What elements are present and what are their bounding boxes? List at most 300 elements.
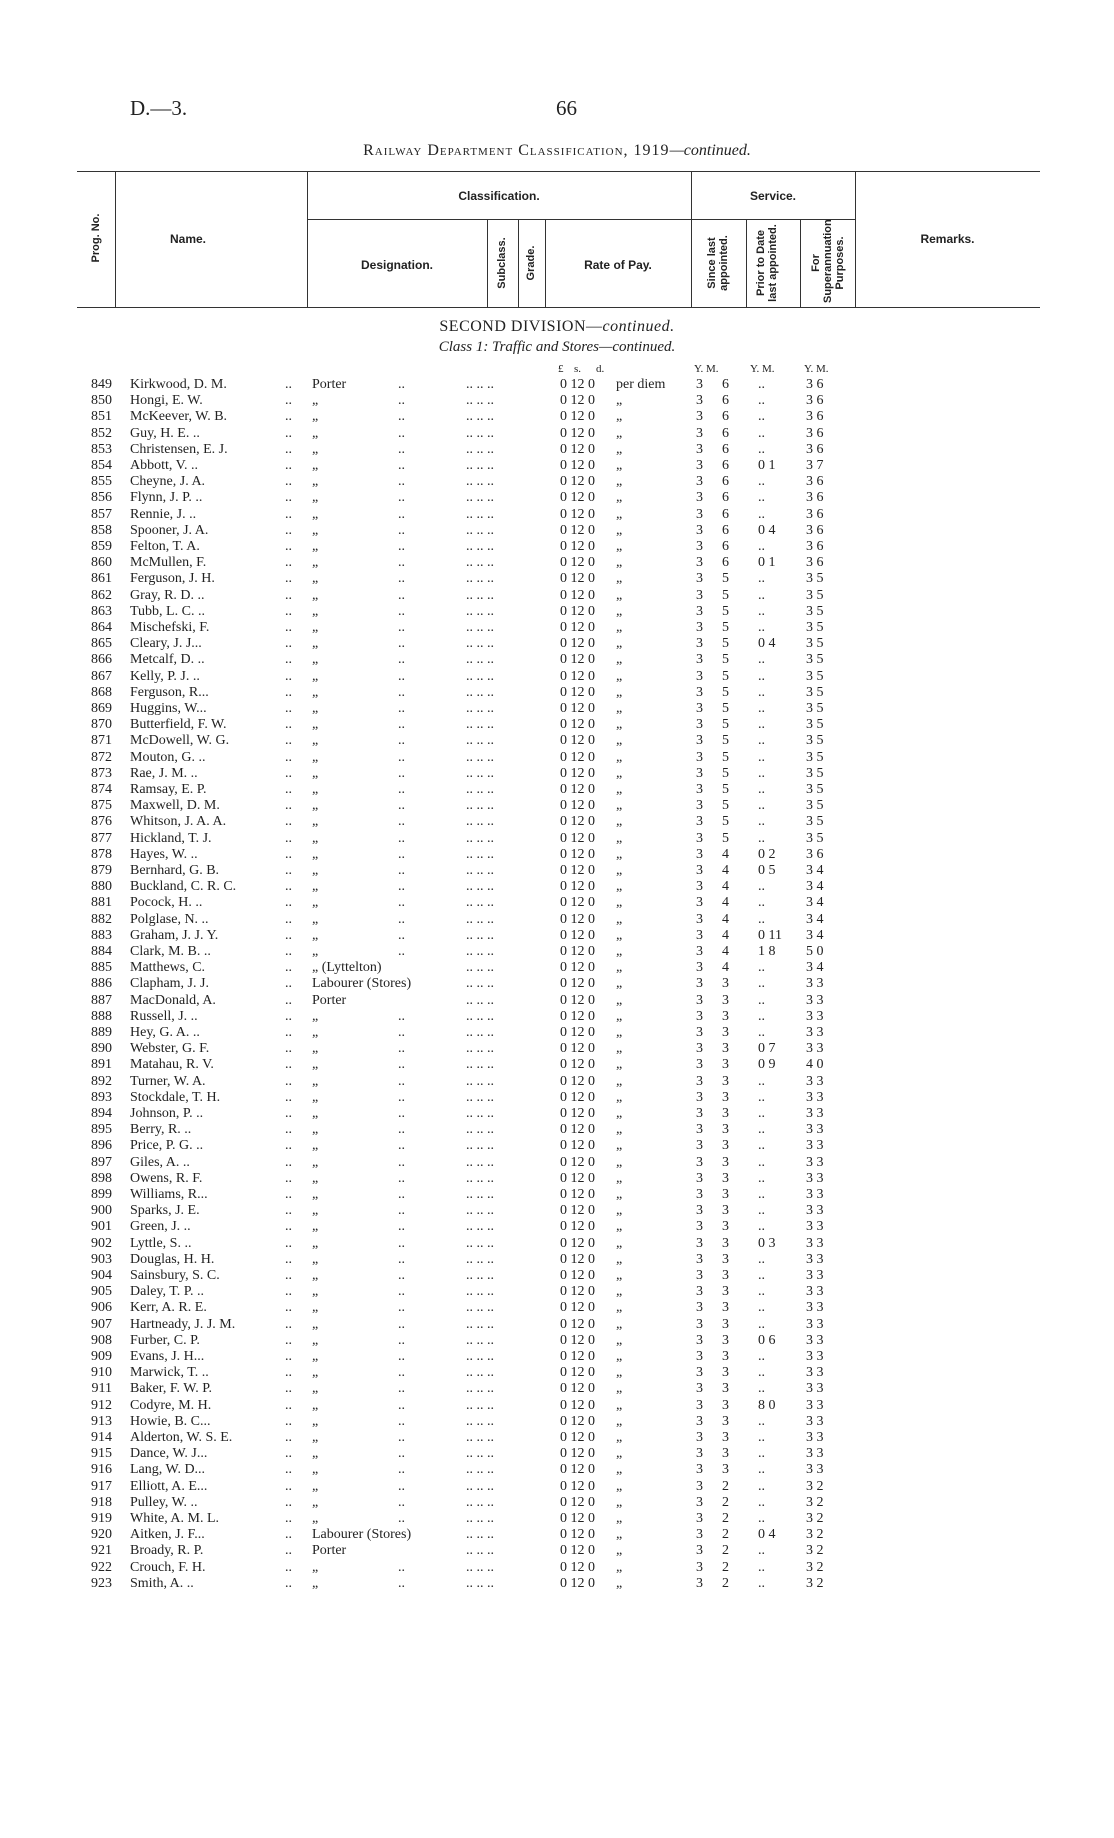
pay-period-cell: „ <box>616 798 623 814</box>
since-months-cell: 3 <box>722 1008 729 1024</box>
pay-period-cell: „ <box>616 992 623 1008</box>
page-number: 66 <box>556 96 577 120</box>
since-years-cell: 3 <box>696 522 703 538</box>
table-row <box>0 1333 1114 1349</box>
since-months-cell: 3 <box>722 1268 729 1283</box>
table-row <box>0 831 1114 847</box>
designation-cell: „ <box>312 652 319 668</box>
table-row <box>0 604 1114 620</box>
leader-dots: .. .. .. <box>466 474 494 490</box>
prior-service-cell: .. <box>758 587 765 603</box>
leader-dots: .. .. .. <box>466 911 494 927</box>
superannuation-cell: 3 6 <box>806 522 824 538</box>
name-cell: Metcalf, D. .. <box>130 652 205 668</box>
prog-no-cell: 896 <box>91 1138 112 1154</box>
superannuation-cell: 3 7 <box>806 458 824 473</box>
designation-cell: Porter <box>312 377 347 392</box>
table-row <box>0 523 1114 539</box>
leader-dots: .. .. .. <box>466 490 494 506</box>
prior-service-cell: .. <box>758 765 765 781</box>
leader-dots: .. <box>285 895 292 911</box>
prior-service-cell: .. <box>758 1559 765 1575</box>
pay-period-cell: „ <box>616 1332 623 1348</box>
leader-dots: .. .. .. <box>466 506 494 522</box>
prior-service-cell: .. <box>758 603 765 619</box>
prog-no-cell: 916 <box>91 1462 112 1478</box>
table-row <box>0 1495 1114 1511</box>
pay-period-cell: „ <box>616 458 623 473</box>
since-months-cell: 4 <box>722 895 729 911</box>
name-cell: Rennie, J. .. <box>130 506 197 522</box>
name-cell: Hickland, T. J. <box>130 830 212 846</box>
prior-service-cell: .. <box>758 1365 765 1381</box>
designation-cell: „ <box>312 1008 319 1024</box>
leader-dots: .. <box>398 1268 405 1283</box>
superannuation-cell: 3 4 <box>806 895 824 911</box>
name-cell: Kelly, P. J. .. <box>130 668 200 684</box>
rate-of-pay-cell: 0 12 0 <box>560 798 595 814</box>
title-suffix: —continued. <box>669 142 751 159</box>
rate-of-pay-cell: 0 12 0 <box>560 636 595 652</box>
superannuation-cell: 3 4 <box>806 911 824 927</box>
header-bottom-rule <box>77 307 1040 308</box>
prog-no-cell: 852 <box>91 425 112 441</box>
since-months-cell: 3 <box>722 1251 729 1267</box>
table-row <box>0 1074 1114 1090</box>
name-cell: Turner, W. A. <box>130 1073 206 1089</box>
rate-of-pay-cell: 0 12 0 <box>560 620 595 635</box>
superannuation-cell: 3 5 <box>806 782 824 797</box>
superannuation-cell: 3 3 <box>806 1008 824 1024</box>
pay-period-cell: „ <box>616 895 623 911</box>
leader-dots: .. <box>398 1251 405 1267</box>
designation-cell: „ <box>312 1203 319 1219</box>
table-row <box>0 1576 1114 1592</box>
table-row <box>0 588 1114 604</box>
divider <box>115 171 116 307</box>
prior-service-cell: .. <box>758 814 765 830</box>
prog-no-cell: 905 <box>91 1284 112 1300</box>
rate-of-pay-cell: 0 12 0 <box>560 1413 595 1429</box>
since-years-cell: 3 <box>696 863 703 878</box>
since-months-cell: 4 <box>722 927 729 943</box>
designation-cell: „ <box>312 1187 319 1202</box>
leader-dots: .. .. .. <box>466 863 494 878</box>
table-row <box>0 474 1114 490</box>
since-months-cell: 3 <box>722 1235 729 1251</box>
table-row <box>0 636 1114 652</box>
leader-dots: .. .. .. <box>466 1494 494 1510</box>
leader-dots: .. <box>398 652 405 668</box>
rate-of-pay-cell: 0 12 0 <box>560 976 595 992</box>
prior-service-cell: .. <box>758 911 765 927</box>
prior-service-cell: .. <box>758 1462 765 1478</box>
prog-no-cell: 901 <box>91 1219 112 1235</box>
prior-service-cell: 0 3 <box>758 1235 776 1251</box>
designation-cell: „ <box>312 1089 319 1105</box>
pay-period-cell: „ <box>616 539 623 554</box>
header-subclass: Subclass. <box>496 237 508 289</box>
leader-dots: .. .. .. <box>466 1462 494 1478</box>
pay-period-cell: „ <box>616 441 623 457</box>
since-months-cell: 4 <box>722 879 729 895</box>
rate-of-pay-cell: 0 12 0 <box>560 1089 595 1105</box>
table-row <box>0 798 1114 814</box>
leader-dots: .. .. .. <box>466 393 494 409</box>
leader-dots: .. <box>285 393 292 409</box>
leader-dots: .. <box>285 506 292 522</box>
superannuation-cell: 3 2 <box>806 1543 824 1559</box>
designation-cell: Porter <box>312 992 347 1008</box>
prior-service-cell: .. <box>758 1300 765 1316</box>
rate-of-pay-cell: 0 12 0 <box>560 992 595 1008</box>
name-cell: Whitson, J. A. A. <box>130 814 227 830</box>
prog-no-cell: 883 <box>91 927 112 943</box>
superannuation-cell: 3 6 <box>806 474 824 490</box>
leader-dots: .. <box>398 749 405 765</box>
prior-service-cell: 0 6 <box>758 1332 776 1348</box>
leader-dots: .. .. .. <box>466 1527 494 1543</box>
prior-service-cell: .. <box>758 425 765 441</box>
pay-period-cell: „ <box>616 571 623 587</box>
rate-of-pay-cell: 0 12 0 <box>560 571 595 587</box>
rate-of-pay-cell: 0 12 0 <box>560 1154 595 1170</box>
leader-dots: .. .. .. <box>466 458 494 473</box>
leader-dots: .. <box>285 1349 292 1364</box>
superannuation-cell: 3 3 <box>806 1300 824 1316</box>
prog-no-cell: 855 <box>91 474 112 490</box>
leader-dots: .. <box>398 1008 405 1024</box>
prior-service-cell: .. <box>758 782 765 797</box>
superannuation-cell: 3 6 <box>806 377 824 392</box>
since-months-cell: 5 <box>722 701 729 716</box>
since-months-cell: 6 <box>722 425 729 441</box>
name-cell: Broady, R. P. <box>130 1543 204 1559</box>
superannuation-cell: 3 3 <box>806 1446 824 1462</box>
rate-of-pay-cell: 0 12 0 <box>560 425 595 441</box>
rate-of-pay-cell: 0 12 0 <box>560 879 595 895</box>
leader-dots: .. .. .. <box>466 620 494 635</box>
since-months-cell: 3 <box>722 1041 729 1057</box>
rate-of-pay-cell: 0 12 0 <box>560 944 595 959</box>
superannuation-cell: 3 3 <box>806 1138 824 1154</box>
designation-cell: „ <box>312 1025 319 1040</box>
prior-service-cell: .. <box>758 992 765 1008</box>
leader-dots: .. <box>398 522 405 538</box>
since-years-cell: 3 <box>696 911 703 927</box>
name-cell: Pulley, W. .. <box>130 1494 198 1510</box>
name-cell: Clapham, J. J. <box>130 976 209 992</box>
prog-no-cell: 900 <box>91 1203 112 1219</box>
since-years-cell: 3 <box>696 668 703 684</box>
unit-pounds: £ <box>558 363 564 375</box>
prior-service-cell: 0 11 <box>758 927 782 943</box>
leader-dots: .. .. .. <box>466 1284 494 1300</box>
leader-dots: .. <box>398 458 405 473</box>
since-months-cell: 2 <box>722 1559 729 1575</box>
name-cell: Alderton, W. S. E. <box>130 1430 233 1445</box>
leader-dots: .. <box>285 1575 292 1591</box>
pay-period-cell: „ <box>616 1235 623 1251</box>
leader-dots: .. <box>398 814 405 830</box>
leader-dots: .. <box>285 1251 292 1267</box>
table-row <box>0 960 1114 976</box>
since-months-cell: 3 <box>722 1089 729 1105</box>
class-heading: Class 1: Traffic and Stores—continued. <box>438 339 676 355</box>
pay-period-cell: „ <box>616 1511 623 1526</box>
since-months-cell: 3 <box>722 1284 729 1300</box>
name-cell: Mouton, G. .. <box>130 749 206 765</box>
leader-dots: .. <box>398 717 405 733</box>
since-years-cell: 3 <box>696 814 703 830</box>
name-cell: Furber, C. P. <box>130 1332 200 1348</box>
designation-cell: „ <box>312 1462 319 1478</box>
leader-dots: .. <box>398 1300 405 1316</box>
prior-service-cell: 0 4 <box>758 636 776 652</box>
since-months-cell: 5 <box>722 668 729 684</box>
superannuation-cell: 3 5 <box>806 587 824 603</box>
pay-period-cell: „ <box>616 1073 623 1089</box>
leader-dots: .. <box>285 636 292 652</box>
prog-no-cell: 908 <box>91 1332 112 1348</box>
since-months-cell: 3 <box>722 1187 729 1202</box>
designation-cell: „ <box>312 1170 319 1186</box>
prog-no-cell: 854 <box>91 458 112 473</box>
pay-period-cell: „ <box>616 668 623 684</box>
since-years-cell: 3 <box>696 377 703 392</box>
leader-dots: .. .. .. <box>466 1559 494 1575</box>
rate-of-pay-cell: 0 12 0 <box>560 539 595 554</box>
superannuation-cell: 3 6 <box>806 393 824 409</box>
pay-period-cell: per diem <box>616 377 666 392</box>
rate-of-pay-cell: 0 12 0 <box>560 927 595 943</box>
since-months-cell: 3 <box>722 1073 729 1089</box>
unit-years-months-prior: Y. M. <box>750 363 775 375</box>
since-years-cell: 3 <box>696 1397 703 1413</box>
since-years-cell: 3 <box>696 1511 703 1526</box>
pay-period-cell: „ <box>616 1187 623 1202</box>
pay-period-cell: „ <box>616 636 623 652</box>
since-months-cell: 3 <box>722 1106 729 1121</box>
pay-period-cell: „ <box>616 1122 623 1138</box>
leader-dots: .. .. .. <box>466 1170 494 1186</box>
name-cell: Gray, R. D. .. <box>130 587 205 603</box>
leader-dots: .. <box>285 765 292 781</box>
pay-period-cell: „ <box>616 474 623 490</box>
name-cell: Kirkwood, D. M. <box>130 377 227 392</box>
pay-period-cell: „ <box>616 1462 623 1478</box>
leader-dots: .. .. .. <box>466 895 494 911</box>
leader-dots: .. <box>285 571 292 587</box>
prior-service-cell: .. <box>758 539 765 554</box>
leader-dots: .. <box>398 1430 405 1445</box>
table-row <box>0 1057 1114 1073</box>
designation-cell: „ <box>312 1494 319 1510</box>
leader-dots: .. .. .. <box>466 1235 494 1251</box>
since-months-cell: 6 <box>722 441 729 457</box>
since-years-cell: 3 <box>696 393 703 409</box>
since-months-cell: 3 <box>722 1203 729 1219</box>
since-months-cell: 2 <box>722 1494 729 1510</box>
since-months-cell: 3 <box>722 1300 729 1316</box>
table-row <box>0 863 1114 879</box>
leader-dots: .. <box>398 701 405 716</box>
name-cell: Abbott, V. .. <box>130 458 198 473</box>
prior-service-cell: .. <box>758 1170 765 1186</box>
leader-dots: .. <box>285 1187 292 1202</box>
since-months-cell: 6 <box>722 555 729 571</box>
leader-dots: .. .. .. <box>466 1154 494 1170</box>
name-cell: Pocock, H. .. <box>130 895 203 911</box>
since-months-cell: 6 <box>722 522 729 538</box>
pay-period-cell: „ <box>616 1025 623 1040</box>
leader-dots: .. .. .. <box>466 830 494 846</box>
header-since-last: Since last appointed. <box>706 235 730 291</box>
since-months-cell: 5 <box>722 652 729 668</box>
prior-service-cell: 0 7 <box>758 1041 776 1057</box>
leader-dots: .. <box>398 1316 405 1332</box>
pay-period-cell: „ <box>616 1089 623 1105</box>
leader-dots: .. .. .. <box>466 1332 494 1348</box>
table-row <box>0 1009 1114 1025</box>
superannuation-cell: 3 3 <box>806 1219 824 1235</box>
name-cell: Flynn, J. P. .. <box>130 490 203 506</box>
prog-no-cell: 889 <box>91 1025 112 1040</box>
designation-cell: „ <box>312 1235 319 1251</box>
leader-dots: .. <box>398 1089 405 1105</box>
since-months-cell: 3 <box>722 1025 729 1040</box>
since-years-cell: 3 <box>696 1187 703 1202</box>
rate-of-pay-cell: 0 12 0 <box>560 863 595 878</box>
leader-dots: .. <box>285 1025 292 1040</box>
leader-dots: .. <box>398 1381 405 1397</box>
header-remarks: Remarks. <box>920 232 975 246</box>
leader-dots: .. <box>398 1106 405 1121</box>
rate-of-pay-cell: 0 12 0 <box>560 490 595 506</box>
since-years-cell: 3 <box>696 571 703 587</box>
rate-of-pay-cell: 0 12 0 <box>560 1122 595 1138</box>
rate-of-pay-cell: 0 12 0 <box>560 1365 595 1381</box>
name-cell: Butterfield, F. W. <box>130 717 227 733</box>
table-row <box>0 1414 1114 1430</box>
header-prog-no: Prog. No. <box>90 213 102 263</box>
leader-dots: .. <box>398 1462 405 1478</box>
name-cell: Lang, W. D... <box>130 1462 206 1478</box>
leader-dots: .. .. .. <box>466 1089 494 1105</box>
table-row <box>0 717 1114 733</box>
header-name: Name. <box>170 232 207 246</box>
leader-dots: .. .. .. <box>466 879 494 895</box>
designation-cell: „ <box>312 1251 319 1267</box>
name-cell: Douglas, H. H. <box>130 1251 215 1267</box>
leader-dots: .. <box>285 1284 292 1300</box>
header-grade: Grade. <box>525 245 537 281</box>
prior-service-cell: .. <box>758 1316 765 1332</box>
pay-period-cell: „ <box>616 1478 623 1494</box>
leader-dots: .. <box>398 1138 405 1154</box>
since-months-cell: 6 <box>722 506 729 522</box>
table-row <box>0 620 1114 636</box>
designation-cell: „ <box>312 1057 319 1073</box>
rate-of-pay-cell: 0 12 0 <box>560 1316 595 1332</box>
superannuation-cell: 3 3 <box>806 1284 824 1300</box>
prog-no-cell: 875 <box>91 798 112 814</box>
since-months-cell: 3 <box>722 1349 729 1364</box>
prior-service-cell: .. <box>758 1025 765 1040</box>
table-row <box>0 1479 1114 1495</box>
table-row <box>0 409 1114 425</box>
designation-cell: „ <box>312 668 319 684</box>
prior-service-cell: .. <box>758 733 765 749</box>
since-years-cell: 3 <box>696 1170 703 1186</box>
classification-service-rule <box>307 219 855 220</box>
pay-period-cell: „ <box>616 1559 623 1575</box>
prog-no-cell: 906 <box>91 1300 112 1316</box>
since-years-cell: 3 <box>696 458 703 473</box>
since-years-cell: 3 <box>696 636 703 652</box>
prog-no-cell: 898 <box>91 1170 112 1186</box>
leader-dots: .. .. .. <box>466 1365 494 1381</box>
pay-period-cell: „ <box>616 652 623 668</box>
leader-dots: .. .. .. <box>466 1138 494 1154</box>
since-years-cell: 3 <box>696 1041 703 1057</box>
leader-dots: .. .. .. <box>466 1381 494 1397</box>
table-row <box>0 1041 1114 1057</box>
table-row <box>0 912 1114 928</box>
since-years-cell: 3 <box>696 1057 703 1073</box>
pay-period-cell: „ <box>616 1251 623 1267</box>
prog-no-cell: 884 <box>91 944 112 959</box>
prior-service-cell: .. <box>758 1219 765 1235</box>
superannuation-cell: 3 6 <box>806 539 824 554</box>
table-row <box>0 766 1114 782</box>
header-rate-of-pay: Rate of Pay. <box>584 258 652 272</box>
leader-dots: .. <box>285 814 292 830</box>
name-cell: Baker, F. W. P. <box>130 1381 212 1397</box>
prog-no-cell: 859 <box>91 539 112 554</box>
prog-no-cell: 912 <box>91 1397 112 1413</box>
leader-dots: .. <box>285 668 292 684</box>
leader-dots: .. .. .. <box>466 927 494 943</box>
superannuation-cell: 3 3 <box>806 1187 824 1202</box>
leader-dots: .. .. .. <box>466 684 494 700</box>
prior-service-cell: .. <box>758 960 765 976</box>
table-row <box>0 571 1114 587</box>
pay-period-cell: „ <box>616 765 623 781</box>
leader-dots: .. <box>285 1203 292 1219</box>
leader-dots: .. <box>285 1041 292 1057</box>
superannuation-cell: 5 0 <box>806 944 824 959</box>
rate-of-pay-cell: 0 12 0 <box>560 684 595 700</box>
pay-period-cell: „ <box>616 1106 623 1121</box>
since-years-cell: 3 <box>696 749 703 765</box>
leader-dots: .. .. .. <box>466 539 494 554</box>
pay-period-cell: „ <box>616 506 623 522</box>
table-row <box>0 669 1114 685</box>
pay-period-cell: „ <box>616 1446 623 1462</box>
rate-of-pay-cell: 0 12 0 <box>560 1543 595 1559</box>
prog-no-cell: 917 <box>91 1478 112 1494</box>
leader-dots: .. <box>398 1365 405 1381</box>
leader-dots: .. .. .. <box>466 1251 494 1267</box>
prior-service-cell: .. <box>758 1430 765 1445</box>
table-row <box>0 993 1114 1009</box>
leader-dots: .. .. .. <box>466 1300 494 1316</box>
table-row <box>0 652 1114 668</box>
designation-cell: „ <box>312 1154 319 1170</box>
name-cell: Green, J. .. <box>130 1219 191 1235</box>
leader-dots: .. .. .. <box>466 522 494 538</box>
